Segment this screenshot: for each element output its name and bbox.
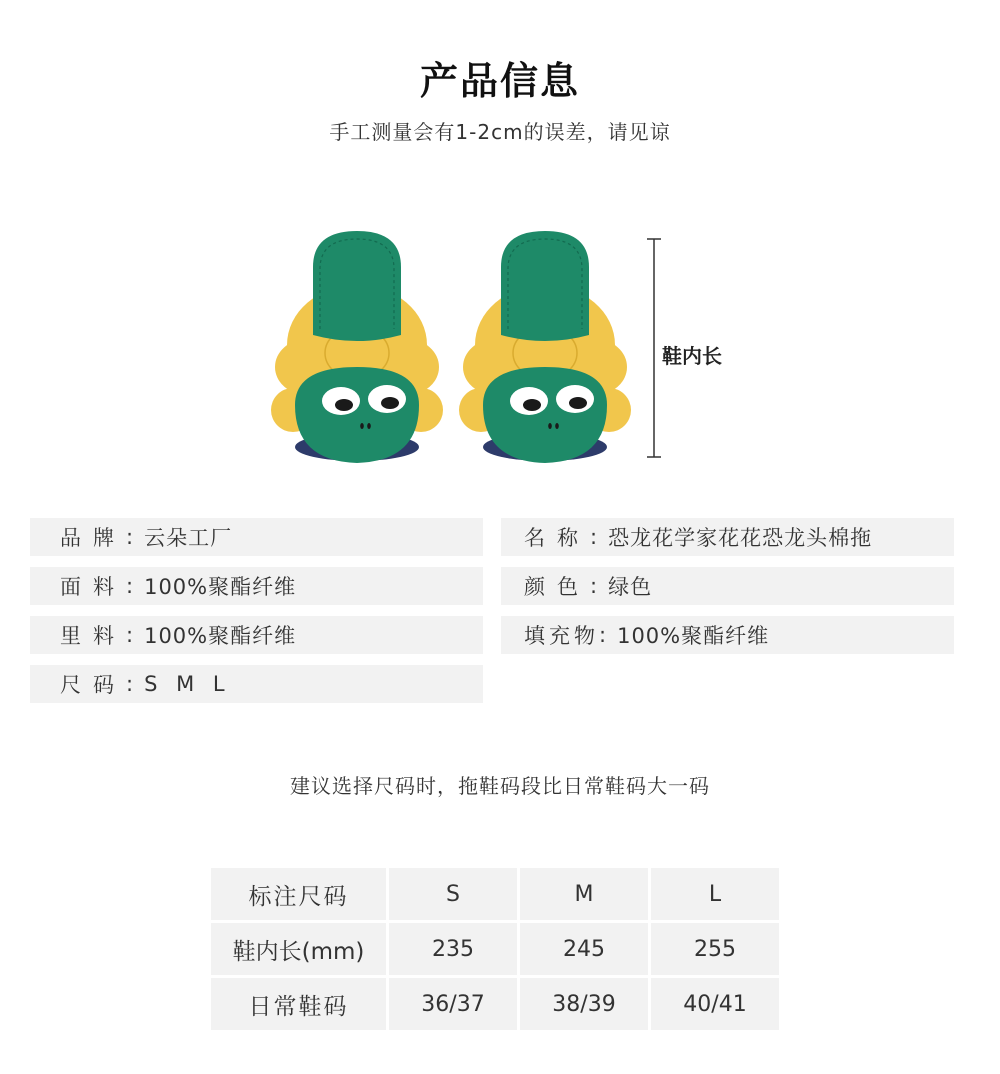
table-cell: 245 bbox=[520, 923, 648, 975]
page-subtitle: 手工测量会有1-2cm的误差，请见谅 bbox=[329, 120, 671, 144]
inner-length-label: 鞋内长 bbox=[662, 344, 722, 368]
spec-key: 尺码 bbox=[60, 673, 126, 697]
spec-separator: : bbox=[590, 574, 599, 598]
left-slipper-icon bbox=[271, 231, 443, 463]
row-label: 日常鞋码 bbox=[211, 978, 386, 1030]
page-title: 产品信息 bbox=[419, 59, 580, 103]
table-cell: 40/41 bbox=[651, 978, 779, 1030]
spec-key: 名称 bbox=[524, 526, 590, 550]
spec-key: 填充物 bbox=[524, 624, 599, 648]
spec-filling bbox=[501, 616, 954, 654]
spec-separator: : bbox=[126, 574, 135, 598]
table-cell: 235 bbox=[389, 923, 517, 975]
table-cell: 38/39 bbox=[520, 978, 648, 1030]
spec-value: 100%聚酯纤维 bbox=[144, 575, 297, 599]
length-dimension-icon bbox=[647, 239, 661, 457]
spec-lining bbox=[30, 616, 483, 654]
spec-key: 面料 bbox=[60, 575, 126, 599]
row-label: 标注尺码 bbox=[211, 868, 386, 920]
spec-color bbox=[501, 567, 954, 605]
table-row bbox=[211, 923, 779, 975]
spec-brand bbox=[30, 518, 483, 556]
spec-separator: : bbox=[126, 525, 135, 549]
spec-key: 里料 bbox=[60, 624, 126, 648]
right-slipper-icon bbox=[459, 231, 631, 463]
table-row bbox=[211, 868, 779, 920]
spec-value: 绿色 bbox=[608, 575, 653, 599]
spec-value: 恐龙花学家花花恐龙头棉拖 bbox=[608, 526, 873, 550]
spec-separator: : bbox=[126, 672, 135, 696]
spec-key: 颜色 bbox=[524, 575, 590, 599]
spec-separator: : bbox=[599, 623, 608, 647]
spec-value: 100%聚酯纤维 bbox=[144, 624, 297, 648]
table-cell: S bbox=[389, 868, 517, 920]
size-advice: 建议选择尺码时，拖鞋码段比日常鞋码大一码 bbox=[290, 774, 710, 798]
spec-outer-material bbox=[30, 567, 483, 605]
spec-separator: : bbox=[126, 623, 135, 647]
table-cell: L bbox=[651, 868, 779, 920]
table-cell: M bbox=[520, 868, 648, 920]
spec-value: 云朵工厂 bbox=[144, 526, 233, 550]
table-cell: 36/37 bbox=[389, 978, 517, 1030]
spec-value: 100%聚酯纤维 bbox=[617, 624, 770, 648]
table-row bbox=[211, 978, 779, 1030]
size-table bbox=[208, 865, 782, 1033]
spec-size bbox=[30, 665, 483, 703]
row-label: 鞋内长(mm) bbox=[211, 923, 386, 975]
table-cell: 255 bbox=[651, 923, 779, 975]
spec-separator: : bbox=[590, 525, 599, 549]
spec-key: 品牌 bbox=[60, 526, 126, 550]
spec-value: S M L bbox=[144, 672, 231, 696]
spec-name bbox=[501, 518, 954, 556]
